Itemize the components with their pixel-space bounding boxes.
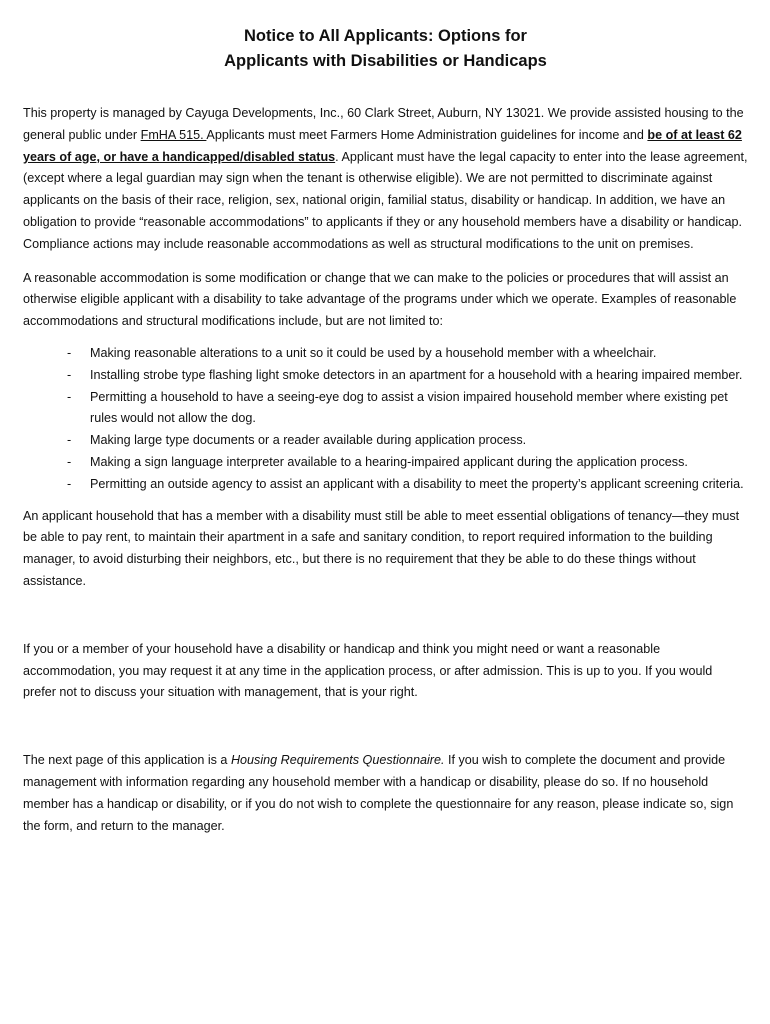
intro-text-end: . Applicant must have the legal capacity to enter into the lease agreement, (except where a legal guardian may sign when the tenant is otherwise eligible). We are not permitted to discriminate against applicants on the basis of their race, religion, sex, national origin, familial status, disability or handicap. In addition, we have an obligation to provide “reasonable accommodations” to applicants if they or any household members have a disability or handicap. Compliance actions may include reasonable accommodations as well as structural modifications to the unit on premises. <box>23 149 748 251</box>
request-accommodation-paragraph: If you or a member of your household have a disability or handicap and think you might need or want a reasonable accommodation, you may request it at any time in the application process, or after admission. This is up to you. If you would prefer not to discuss your situation with management, that is your right. <box>23 641 713 700</box>
eligibility-requirement: be of at least 62 years of age, or have a handicapped/disabled status <box>23 127 742 164</box>
list-item <box>67 474 748 496</box>
list-item <box>67 343 748 365</box>
intro-text-start: This property is managed by Cayuga Developments, Inc., 60 Clark Street, Auburn, NY 13021. We provide assisted housing to the general public under <box>23 106 744 142</box>
questionnaire-paragraph <box>23 750 748 837</box>
list-item-text: Permitting a household to have a seeing-eye dog to assist a vision impaired household member where existing pet rules would not allow the dog. <box>90 389 728 426</box>
bullet-dash: - <box>67 433 72 448</box>
bullet-dash: - <box>67 367 72 382</box>
bullet-dash: - <box>67 476 72 491</box>
accommodation-examples-list <box>23 343 748 496</box>
list-item-text: Installing strobe type flashing light smoke detectors in an apartment for a household with a hearing impaired member. <box>90 367 743 382</box>
list-item-text: Making large type documents or a reader available during application process. <box>90 433 527 448</box>
questionnaire-text-start: The next page of this application is a <box>23 753 231 768</box>
intro-paragraph <box>23 103 748 256</box>
intro-text-middle: Applicants must meet Farmers Home Administration guidelines for income and <box>206 127 648 142</box>
bullet-dash: - <box>67 454 72 469</box>
questionnaire-text-end: If you wish to complete the document and provide management with information regarding any household member with a handicap or disability, please do so. If no household member has a handicap or disability, or if you do not wish to complete the questionnaire for any reason, please indicate so, sign the form, and return to the manager. <box>23 753 734 833</box>
list-item <box>67 430 748 452</box>
bullet-dash: - <box>67 345 72 360</box>
page-title-line-2: Applicants with Disabilities or Handicaps <box>224 52 547 70</box>
page-title <box>23 24 748 74</box>
questionnaire-title: Housing Requirements Questionnaire. <box>230 753 445 768</box>
list-item-text: Making a sign language interpreter available to a hearing-impaired applicant during the application process. <box>90 454 688 469</box>
fmha-515-reference: FmHA 515. <box>140 127 207 142</box>
list-item-text: Permitting an outside agency to assist an applicant with a disability to meet the property’s applicant screening criteria. <box>90 476 744 491</box>
bullet-dash: - <box>67 389 72 404</box>
list-item <box>67 365 748 387</box>
list-item <box>67 387 748 431</box>
tenancy-obligations-paragraph: An applicant household that has a member with a disability must still be able to meet essential obligations of tenancy—they must be able to pay rent, to maintain their apartment in a safe and sanitary condition, to report required information to the building manager, to avoid disturbing their neighbors, etc., but there is no requirement that they be able to do these things without assistance. <box>23 508 740 588</box>
accommodation-definition-paragraph: A reasonable accommodation is some modification or change that we can make to the policies or procedures that will assist an otherwise eligible applicant with a disability to take advantage of the programs under which we operate. Examples of reasonable accommodations and structural modifications include, but are not limited to: <box>23 270 737 329</box>
list-item-text: Making reasonable alterations to a unit so it could be used by a household member with a wheelchair. <box>90 345 657 360</box>
list-item <box>67 452 748 474</box>
page-title-line-1: Notice to All Applicants: Options for <box>244 27 527 45</box>
